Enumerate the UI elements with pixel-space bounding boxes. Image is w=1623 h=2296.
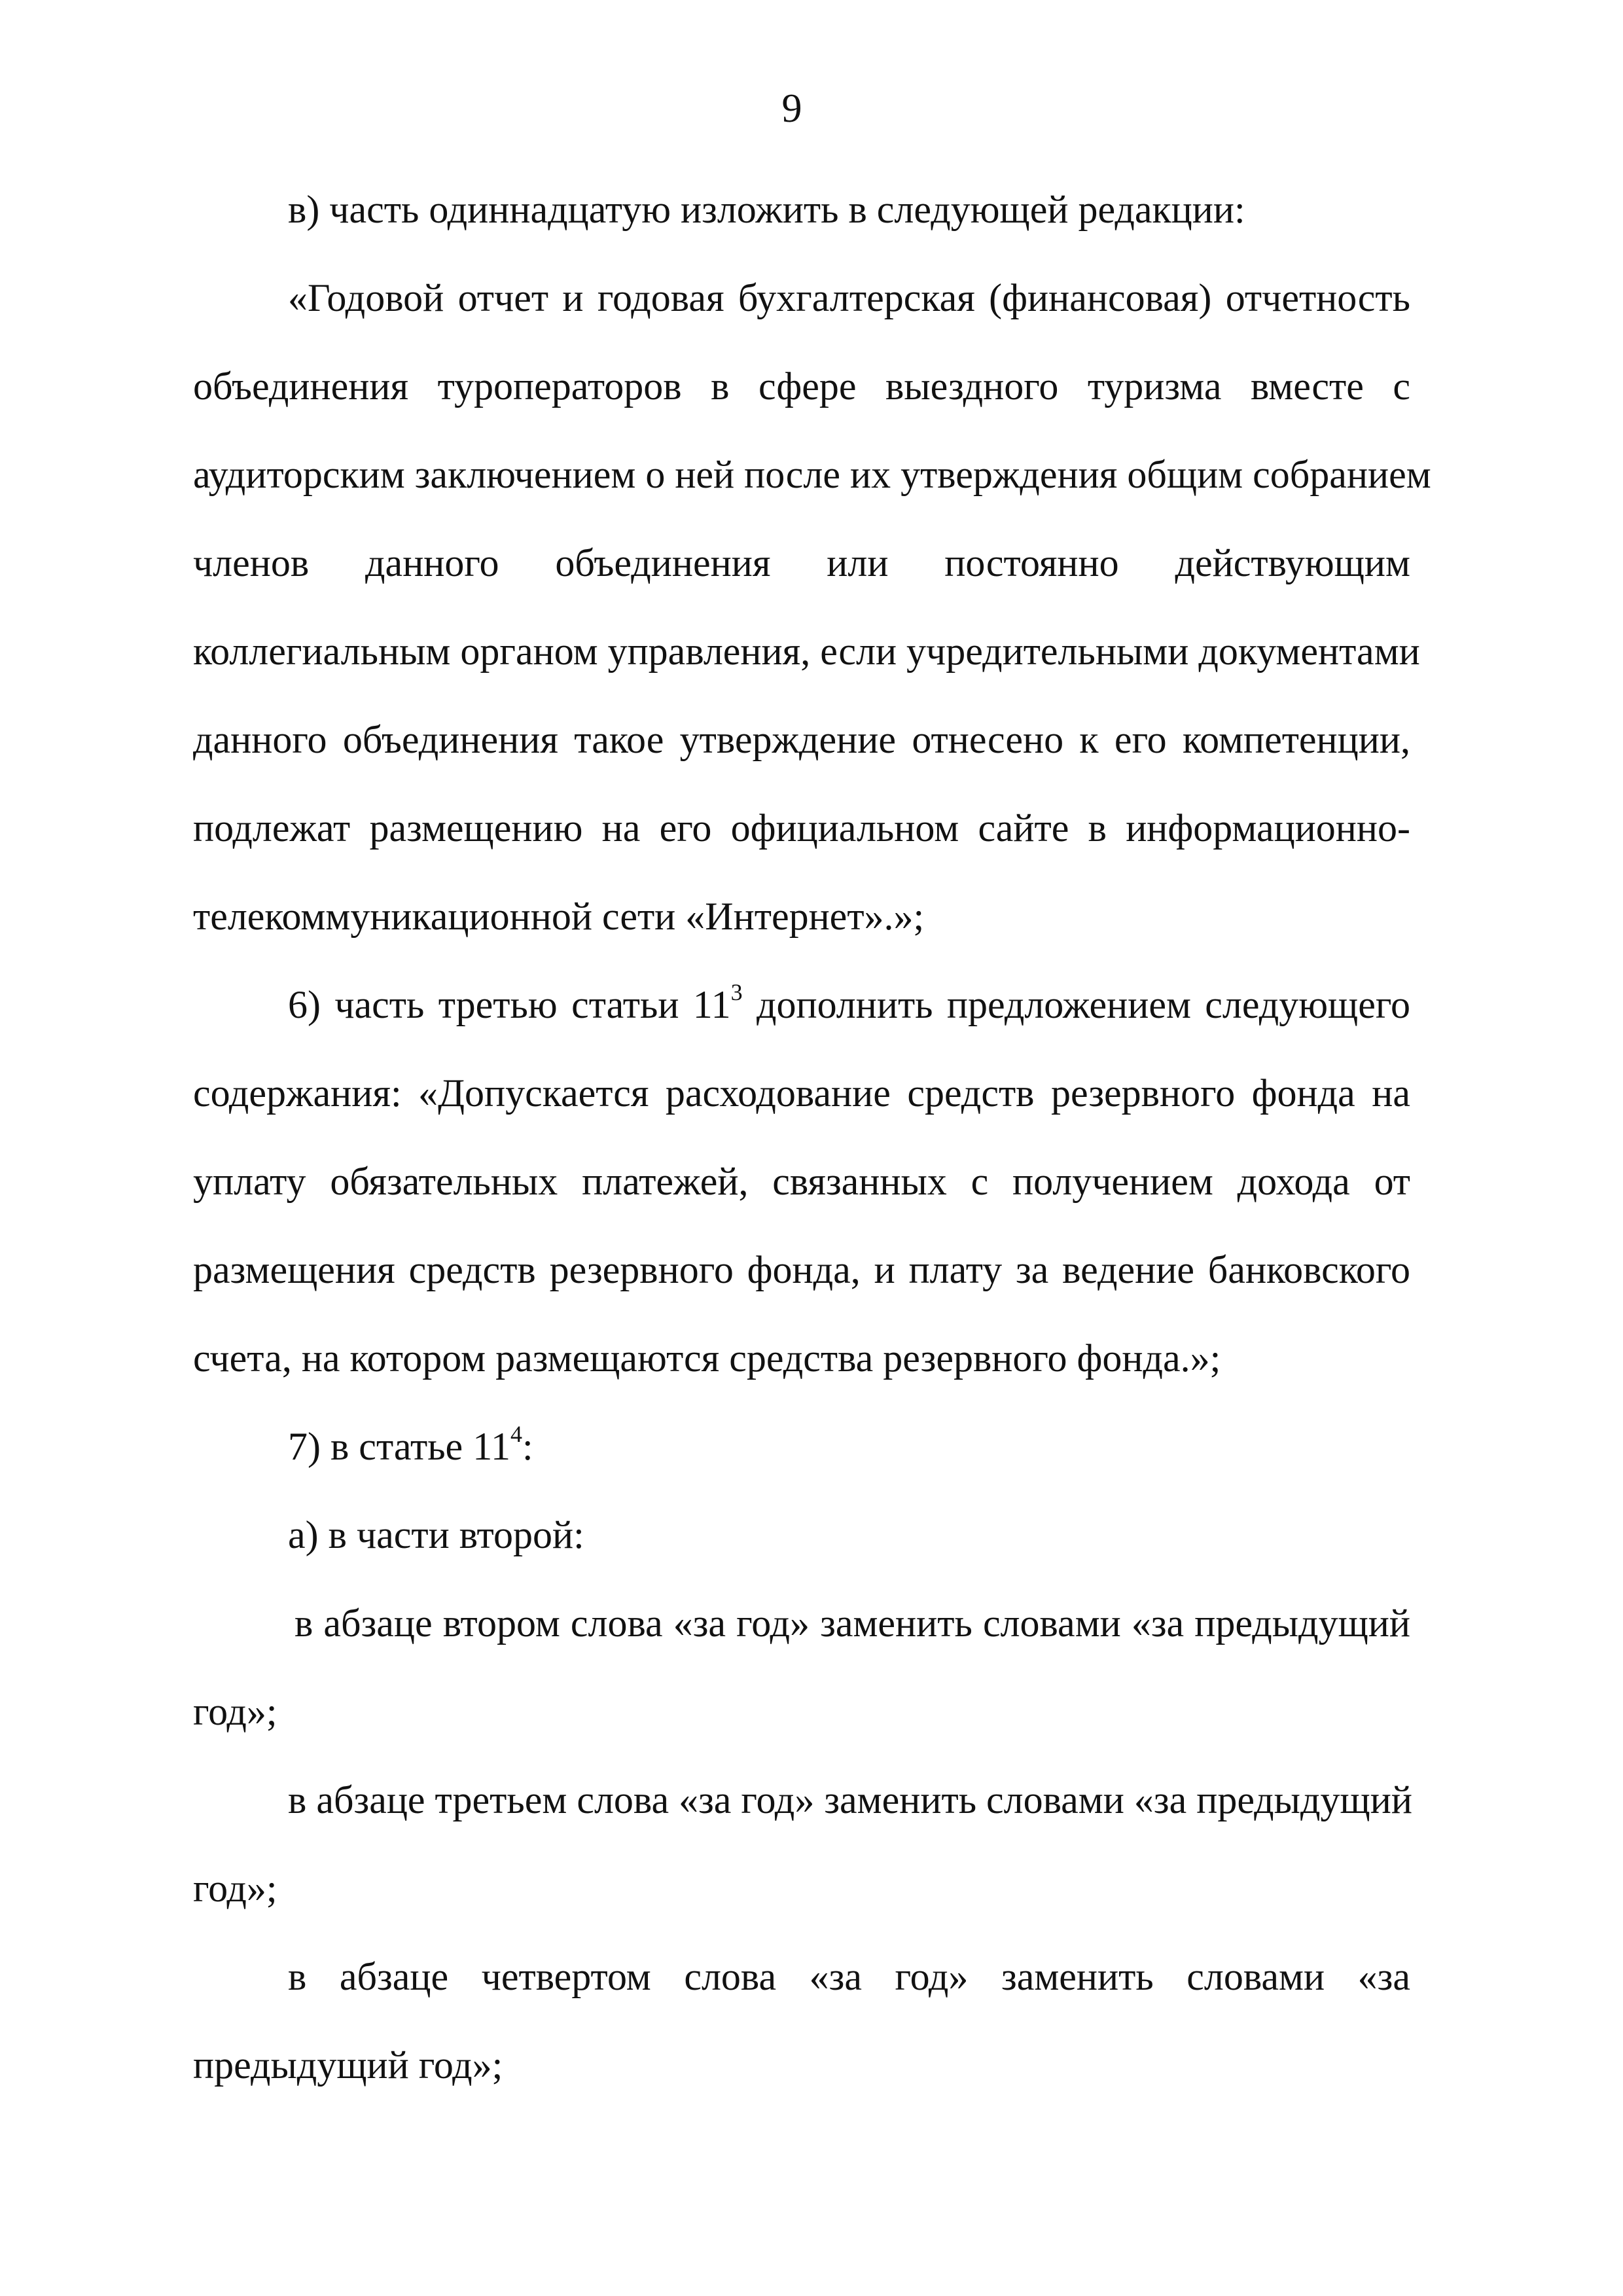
item-6-text-after: дополнить предложением следующего bbox=[742, 983, 1411, 1026]
item-7-text-before: 7) в статье 11 bbox=[288, 1425, 510, 1468]
paragraph-line: в абзаце четвертом слова «за год» заменить словами «за bbox=[288, 1955, 1410, 1998]
paragraph-line: счета, на котором размещаются средства резервного фонда.»; bbox=[193, 1336, 1221, 1380]
paragraph-line: аудиторским заключением о ней после их утверждения общим собранием bbox=[193, 453, 1431, 496]
paragraph-line: данного объединения такое утверждение отнесено к его компетенции, bbox=[193, 718, 1410, 761]
paragraph-line: в абзаце третьем слова «за год» заменить словами «за предыдущий bbox=[288, 1778, 1412, 1821]
paragraph-line: коллегиальным органом управления, если учредительными документами bbox=[193, 630, 1420, 673]
item-7-line bbox=[288, 1421, 533, 1468]
paragraph-line: а) в части второй: bbox=[288, 1513, 584, 1556]
item-6-superscript: 3 bbox=[730, 979, 743, 1005]
paragraph-line: размещения средств резервного фонда, и плату за ведение банковского bbox=[193, 1248, 1410, 1291]
paragraph-line: год»; bbox=[193, 1690, 277, 1733]
item-7-text-after: : bbox=[522, 1425, 533, 1468]
paragraph-line: телекоммуникационной сети «Интернет».»; bbox=[193, 895, 925, 938]
item-7-superscript: 4 bbox=[510, 1421, 522, 1447]
paragraph-line: в абзаце втором слова «за год» заменить словами «за предыдущий bbox=[294, 1602, 1410, 1645]
page-number: 9 bbox=[781, 86, 802, 131]
paragraph-line: содержания: «Допускается расходование средств резервного фонда на bbox=[193, 1071, 1410, 1115]
paragraph-line: в) часть одиннадцатую изложить в следующей редакции: bbox=[288, 188, 1245, 231]
paragraph-line: «Годовой отчет и годовая бухгалтерская (финансовая) отчетность bbox=[288, 276, 1410, 319]
paragraph-line: год»; bbox=[193, 1867, 277, 1910]
item-6-text-before: 6) часть третью статьи 11 bbox=[288, 983, 731, 1026]
paragraph-line: подлежат размещению на его официальном сайте в информационно- bbox=[193, 806, 1410, 850]
paragraph-line: членов данного объединения или постоянно действующим bbox=[193, 541, 1410, 584]
item-6-line bbox=[288, 979, 1411, 1026]
paragraph-line: уплату обязательных платежей, связанных с получением дохода от bbox=[193, 1160, 1410, 1203]
paragraph-line: предыдущий год»; bbox=[193, 2043, 503, 2087]
paragraph-line: объединения туроператоров в сфере выездного туризма вместе с bbox=[193, 365, 1410, 408]
